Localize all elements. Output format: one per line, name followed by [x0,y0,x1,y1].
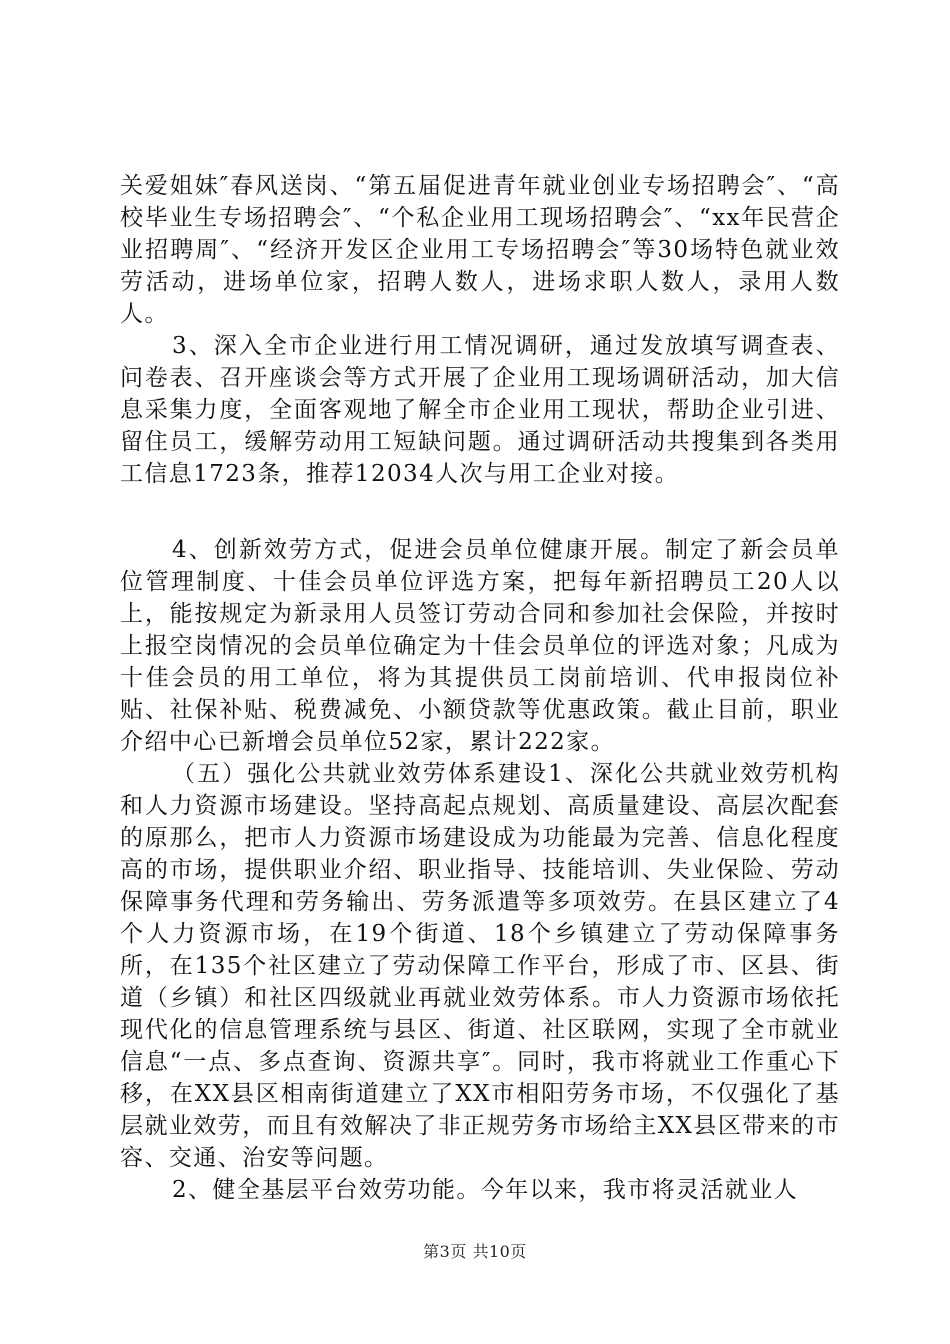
paragraph-member-units: 4、创新效劳方式，促进会员单位健康开展。制定了新会员单位管理制度、十佳会员单位评选方案，把每年新招聘员工20人以上，能按规定为新录用人员签订劳动合同和参加社会保险，并按时上报空岗情况的会员单位确定为十佳会员单位的评选对象；凡成为十佳会员的用工单位，将为其提供员工岗前培训、代申报岗位补贴、社保补贴、税费减免、小额贷款等优惠政策。截止目前，职业介绍中心已新增会员单位52家，累计222家。 [120,537,840,755]
page-number-footer: 第3页 共10页 [423,1242,527,1261]
paragraph-grassroots-platform: 2、健全基层平台效劳功能。今年以来，我市将灵活就业人 [172,1177,799,1203]
document-body [120,170,840,1206]
paragraph-employment-survey: 3、深入全市企业进行用工情况调研，通过发放填写调查表、问卷表、召开座谈会等方式开展了企业用工现场调研活动，加大信息采集力度，全面客观地了解全市企业用工现状，帮助企业引进、留住员工，缓解劳动用工短缺问题。通过调研活动共搜集到各类用工信息1723条，推荐12034人次与用工企业对接。 [120,333,840,487]
paragraph-public-service-system: （五）强化公共就业效劳体系建设1、深化公共就业效劳机构和人力资源市场建设。坚持高起点规划、高质量建设、高层次配套的原那么，把市人力资源市场建设成为功能最为完善、信息化程度高的市场，提供职业介绍、职业指导、技能培训、失业保险、劳动保障事务代理和劳务输出、劳务派遣等多项效劳。在县区建立了4个人力资源市场，在19个街道、18个乡镇建立了劳动保障事务所，在135个社区建立了劳动保障工作平台，形成了市、区县、街道（乡镇）和社区四级就业再就业效劳体系。市人力资源市场依托现代化的信息管理系统与县区、街道、社区联网，实现了全市就业信息“一点、多点查询、资源共享″。同时，我市将就业工作重心下移，在XX县区相南街道建立了XX市相阳劳务市场，不仅强化了基层就业效劳，而且有效解决了非正规劳务市场给主XX县区带来的市容、交通、治安等问题。 [120,761,840,1171]
paragraph-job-fairs: 关爱姐妹″春风送岗、“第五届促进青年就业创业专场招聘会″、“高校毕业生专场招聘会″、“个私企业用工现场招聘会″、“xx年民营企业招聘周″、“经济开发区企业用工专场招聘会″等30场特色就业效劳活动，进场单位家，招聘人数人，进场求职人数人，录用人数人。 [120,173,840,327]
